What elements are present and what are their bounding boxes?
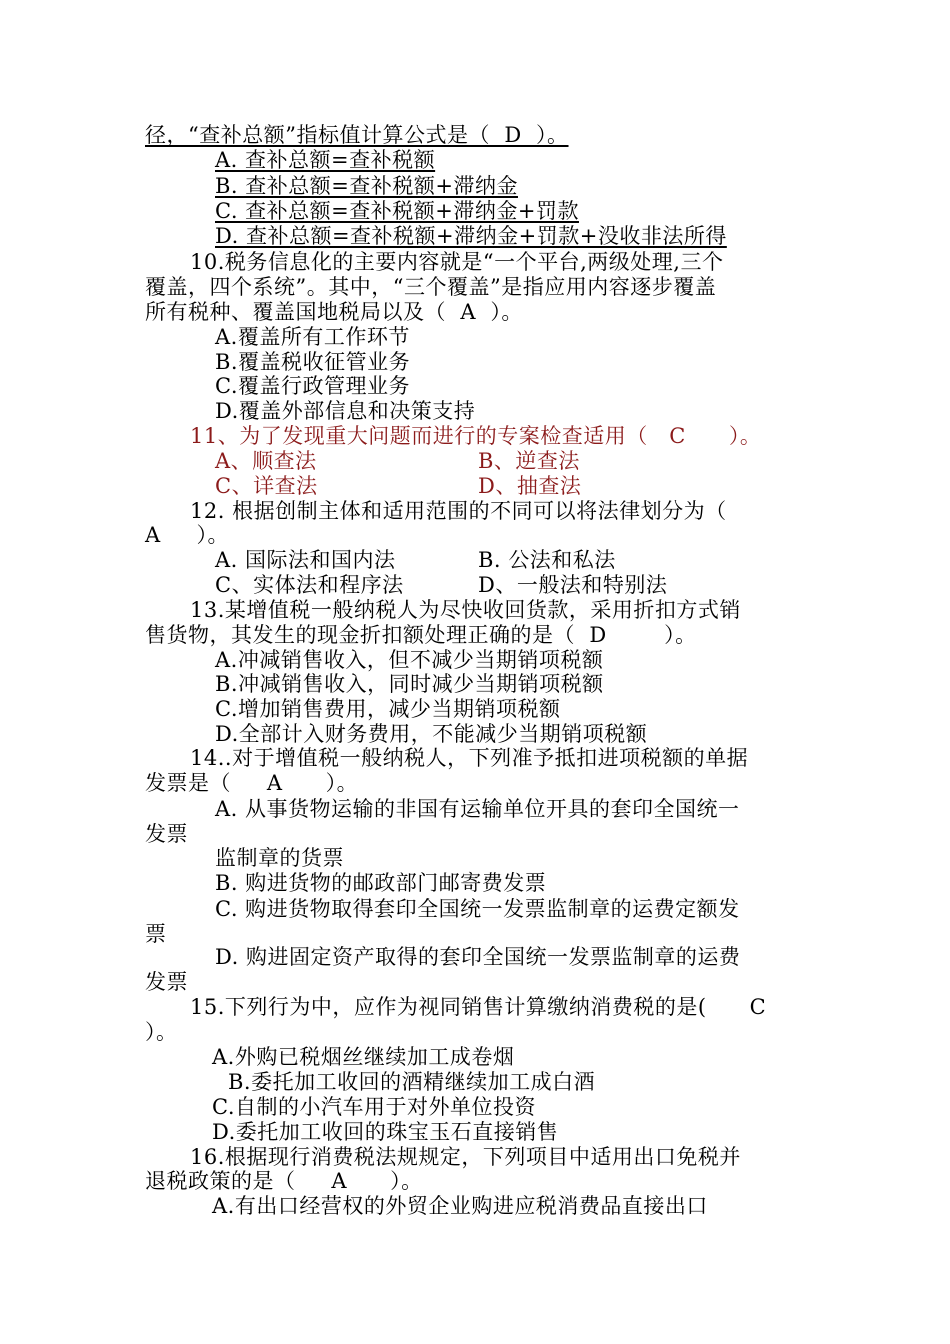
q10-option-b: B.覆盖税收征管业务 [215, 350, 411, 374]
q9-stem-tail: 径，“查补总额”指标值计算公式是（ D ）。 [145, 123, 569, 147]
q10-stem-line3: 所有税种、覆盖国地税局以及（ A ）。 [145, 300, 523, 324]
q15-option-c: C.自制的小汽车用于对外单位投资 [212, 1095, 536, 1119]
q14-option-c-line2: 票 [145, 922, 167, 946]
q14-stem-line1: 14..对于增值税一般纳税人，下列准予抵扣进项税额的单据 [190, 746, 749, 770]
q13-stem-line2: 售货物，其发生的现金折扣额处理正确的是（ D ）。 [145, 623, 697, 647]
q13-option-d: D.全部计入财务费用，不能减少当期销项税额 [215, 722, 648, 746]
q11-option-c: C、详查法 [215, 474, 318, 498]
q16-stem-line1: 16.根据现行消费税法规规定，下列项目中适用出口免税并 [190, 1145, 741, 1169]
q9-option-a: A. 查补总额=查补税额 [215, 148, 436, 172]
q15-option-b: B.委托加工收回的酒精继续加工成白酒 [228, 1070, 596, 1094]
q14-option-b: B. 购进货物的邮政部门邮寄费发票 [215, 871, 547, 895]
q16-option-a: A.有出口经营权的外贸企业购进应税消费品直接出口 [212, 1194, 708, 1218]
q11-option-b: B、逆查法 [478, 449, 580, 473]
q10-option-d: D.覆盖外部信息和决策支持 [215, 399, 476, 423]
q9-option-d: D. 查补总额=查补税额+滞纳金+罚款+没收非法所得 [215, 224, 727, 248]
q15-stem-line2: ）。 [145, 1020, 178, 1044]
q12-option-a: A. 国际法和国内法 [215, 548, 396, 572]
q13-stem-line1: 13.某增值税一般纳税人为尽快收回货款，采用折扣方式销 [190, 598, 741, 622]
q13-option-a: A.冲减销售收入，但不减少当期销项税额 [215, 648, 604, 672]
q14-option-a-line1: A. 从事货物运输的非国有运输单位开具的套印全国统一 [215, 797, 740, 821]
q11-option-a: A、顺查法 [215, 449, 317, 473]
q16-stem-line2: 退税政策的是（ A ）。 [145, 1169, 423, 1193]
q14-option-d-line1: D. 购进固定资产取得的套印全国统一发票监制章的运费 [215, 945, 741, 969]
q10-stem-line2: 覆盖，四个系统”。其中，“三个覆盖”是指应用内容逐步覆盖 [145, 275, 717, 299]
q14-option-d-line2: 发票 [145, 970, 188, 994]
q12-stem-line2: A ）。 [145, 523, 230, 547]
q14-option-a-line3: 监制章的货票 [215, 846, 344, 870]
q12-option-b: B. 公法和私法 [478, 548, 616, 572]
q15-option-d: D.委托加工收回的珠宝玉石直接销售 [212, 1120, 559, 1144]
q14-stem-line2: 发票是（ A ）。 [145, 771, 359, 795]
q11-option-d: D、抽查法 [478, 474, 582, 498]
q10-option-c: C.覆盖行政管理业务 [215, 374, 410, 398]
q12-option-c: C、实体法和程序法 [215, 573, 404, 597]
q12-stem-line1: 12. 根据创制主体和适用范围的不同可以将法律划分为（ [190, 499, 727, 523]
q9-option-b: B. 查补总额=查补税额+滞纳金 [215, 174, 518, 198]
q15-option-a: A.外购已税烟丝继续加工成卷烟 [212, 1045, 515, 1069]
q10-option-a: A.覆盖所有工作环节 [215, 325, 410, 349]
q13-option-b: B.冲减销售收入，同时减少当期销项税额 [215, 672, 604, 696]
q9-option-c: C. 查补总额=查补税额+滞纳金+罚款 [215, 199, 579, 223]
q10-stem-line1: 10.税务信息化的主要内容就是“一个平台,两级处理,三个 [190, 250, 724, 274]
q14-option-c-line1: C. 购进货物取得套印全国统一发票监制章的运费定额发 [215, 897, 740, 921]
q11-stem: 11、为了发现重大问题而进行的专案检查适用（ C ）。 [190, 424, 762, 448]
q14-option-a-line2: 发票 [145, 822, 188, 846]
q13-option-c: C.增加销售费用，减少当期销项税额 [215, 697, 561, 721]
q12-option-d: D、一般法和特别法 [478, 573, 668, 597]
q15-stem-line1: 15.下列行为中，应作为视同销售计算缴纳消费税的是( C [190, 995, 767, 1019]
